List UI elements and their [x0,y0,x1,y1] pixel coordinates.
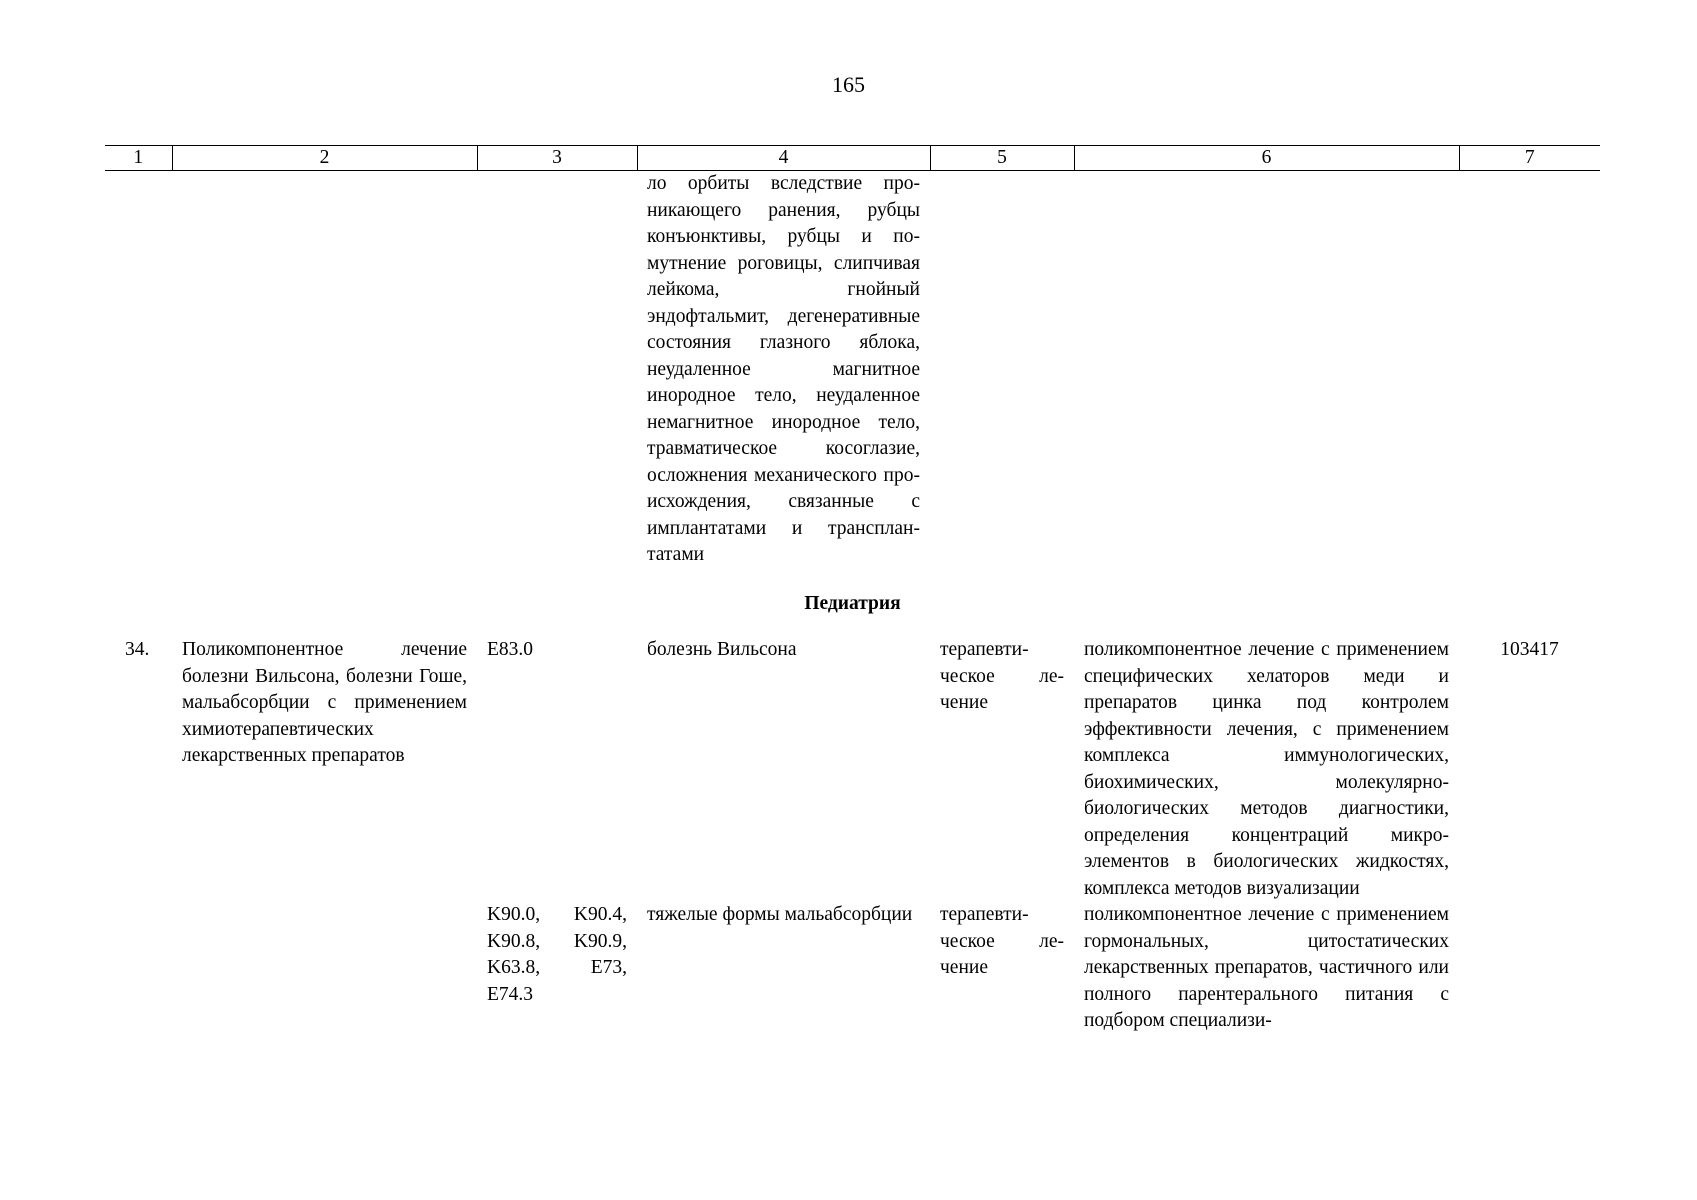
care-name-cell [172,902,477,1035]
column-number-6: 6 [1074,146,1459,171]
treatment-type-cell: терапевтическое лечение [940,904,1064,978]
price-cell [1459,902,1600,1035]
price-cell: 103417 [1500,639,1559,660]
column-number-3: 3 [477,146,637,171]
row-number-cell: 34. [125,639,150,660]
care-name-cell: Поликомпонентное лечение болезни Вильсона, болезни Гоше, мальабсорбции с применением химиотерапевтических лекарственных препаратов [182,639,467,766]
diagnosis-cell: болезнь Вильсона [647,639,797,660]
treatment-method-cell: поликомпонентное лечение с применением специфических хелаторов меди и препаратов цинка под контролем эффективности лечения, с применением комплекса иммунологических, биохимических, молекулярно-биологических методов диагностики, определения концентраций микроэлементов в биологических жидкостях, комплекса методов визуализации [1084,639,1449,899]
icd-codes-cell: E83.0 [487,639,534,660]
page-number: 165 [832,72,865,97]
row-number-cell [105,902,172,1035]
column-number-5: 5 [930,146,1074,171]
icd-codes-cell: K90.0, K90.4, K90.8, K90.9, K63.8, E73, E74.3 [487,904,627,1005]
table-row [105,637,1600,902]
diagnosis-cell: тяжелые формы мальабсорбции [647,904,913,925]
table-row-continuation [105,171,1600,569]
section-heading-row [105,569,1600,638]
column-number-4: 4 [637,146,930,171]
medical-care-table [105,145,1600,1035]
column-number-1: 1 [105,146,172,171]
column-number-row [105,146,1600,171]
column-number-2: 2 [172,146,477,171]
diagnosis-cell: ло орбиты вследствие проникающего ранения, рубцы конъюнктивы, рубцы и помутнение роговицы, слипчивая лейкома, гнойный эндофтальмит, дегенеративные состояния глазного яблока, неудаленное магнитное инородное тело, неудаленное немагнитное инородное тело, травматическое косоглазие, осложнения механического происхождения, связанные с имплантатами и трансплантатами [647,173,920,565]
section-title: Педиатрия [804,592,901,614]
treatment-type-cell: терапевтическое лечение [940,639,1064,713]
table-row [105,902,1600,1035]
treatment-method-cell: поликомпонентное лечение с применением гормональных, цитостатических лекарственных препаратов, частичного или полного парентерального питания с подбором специализи- [1084,904,1449,1031]
column-number-7: 7 [1459,146,1600,171]
